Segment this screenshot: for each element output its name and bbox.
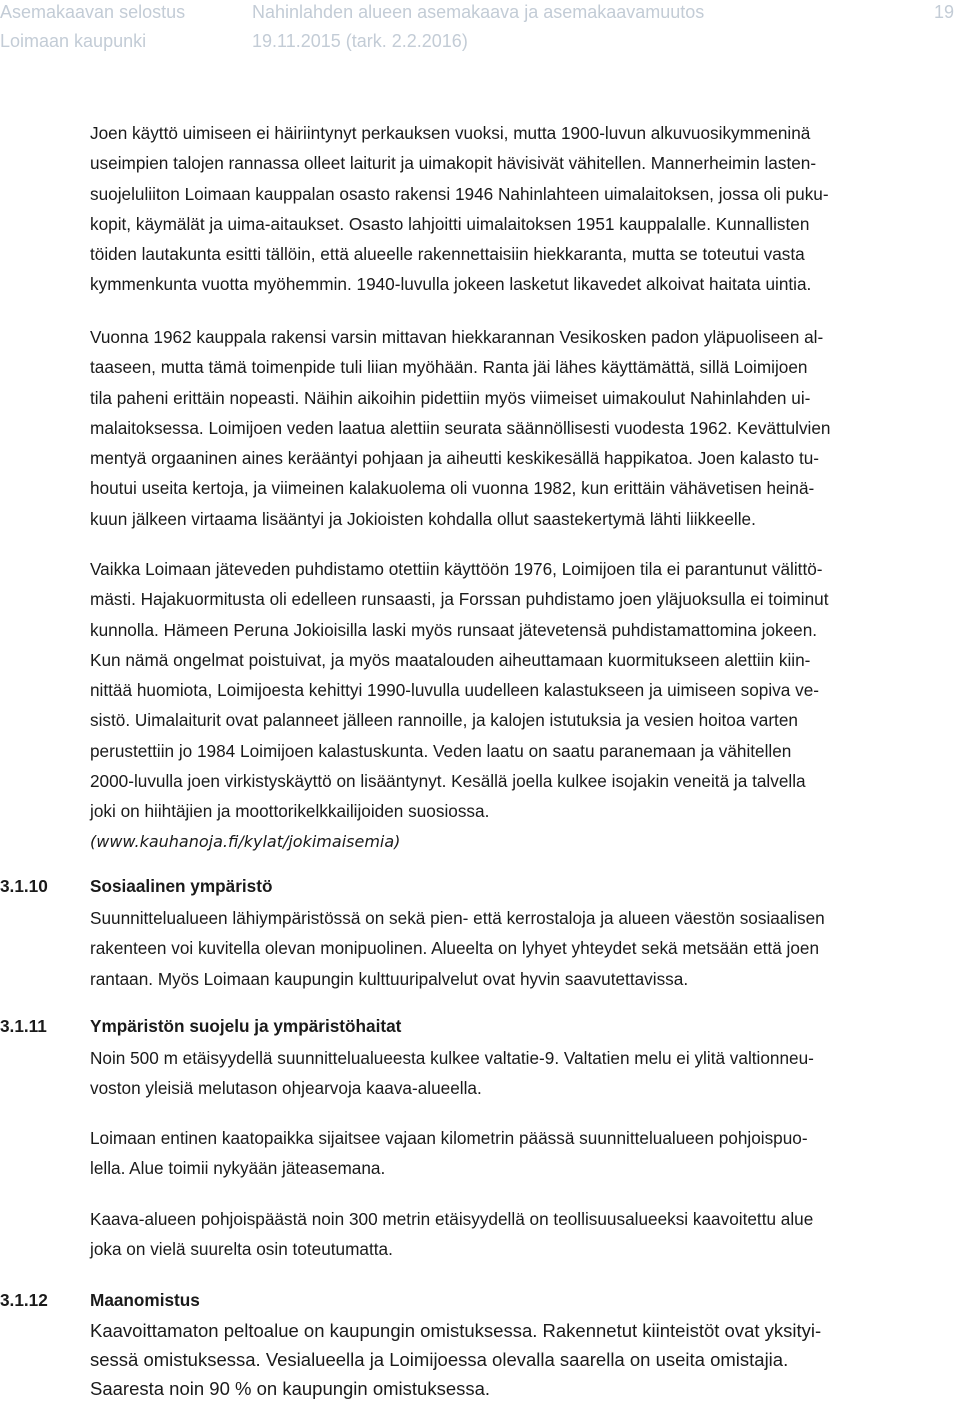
history-paragraph-3 bbox=[90, 554, 950, 857]
text-line: suojeluliiton Loimaan kauppalan osasto rakensi 1946 Nahinlahteen uimalaitoksen, jossa oli puku- bbox=[90, 183, 829, 204]
text-line: houtui useita kertoja, ja viimeinen kalakuolema oli vuonna 1982, kun erittäin vähävetisen heinä- bbox=[90, 478, 815, 499]
municipality-name: Loimaan kaupunki bbox=[0, 31, 147, 51]
environment-paragraph-1 bbox=[90, 1043, 950, 1104]
text-line: Suunnittelualueen lähiympäristössä on sekä pien- että kerrostaloja ja alueen väestön sosiaalisen bbox=[90, 908, 825, 928]
section-heading: Ympäristön suojelu ja ympäristöhaitat bbox=[90, 1016, 402, 1036]
environment-paragraph-3 bbox=[90, 1204, 950, 1265]
history-paragraph-1 bbox=[90, 118, 950, 300]
text-line: kuun jälkeen virtaama lisääntyi ja Jokioisten kohdalla ollut saastekertymä lähti liikkeelle. bbox=[90, 508, 756, 529]
text-line: Noin 500 m etäisyydellä suunnittelualueesta kulkee valtatie-9. Valtatien melu ei ylitä valtionneu- bbox=[90, 1048, 814, 1068]
text-line: kunnolla. Hämeen Peruna Jokioisilla laski myös runsaat jätevetensä puhdistamattomina jokeen. bbox=[90, 619, 818, 640]
section-heading: Sosiaalinen ympäristö bbox=[90, 876, 273, 896]
document-date: 19.11.2015 (tark. 2.2.2016) bbox=[252, 31, 468, 51]
environment-paragraph-2 bbox=[90, 1123, 950, 1184]
text-line: mästi. Hajakuormitusta oli edelleen runsaasti, ja Forssan puhdistamo joen yläjuoksulla ei toiminut bbox=[90, 589, 829, 610]
text-line: joka on vielä suurelta osin toteutumatta. bbox=[90, 1239, 393, 1260]
text-line: mentyä orgaaninen aines kerääntyi pohjaan ja aiheutti keskikesällä happikatoa. Joen kalasto tu- bbox=[90, 448, 820, 469]
page-number: 19 bbox=[933, 2, 954, 22]
text-line: taaseen, mutta tämä toimenpide tuli liian myöhään. Ranta jäi lähes käyttämättä, sillä Loimijoen bbox=[90, 357, 808, 378]
text-line: joki on hiihtäjien ja moottorikelkkailijoiden suosiossa. bbox=[90, 801, 490, 822]
text-line: kymmenkunta vuotta myöhemmin. 1940-luvulla jokeen lasketut likavedet alkoivat haitata uintia. bbox=[90, 274, 812, 295]
text-line: Vaikka Loimaan jäteveden puhdistamo otettiin käyttöön 1976, Loimijoen tila ei parantunut välittö- bbox=[90, 559, 823, 579]
text-line: 2000-luvulla joen virkistyskäyttö on lisääntynyt. Kesällä joella kulkee isojakin veneitä ja talvella bbox=[90, 771, 806, 792]
text-line: Vuonna 1962 kauppala rakensi varsin mittavan hiekkarannan Vesikosken padon yläpuoliseen al- bbox=[90, 327, 824, 347]
text-line: Kaavoittamaton peltoalue on kaupungin omistuksessa. Rakennetut kiinteistöt ovat yksityi- bbox=[90, 1320, 822, 1341]
text-line: tila paheni erittäin nopeasti. Näihin aikoihin pidettiin myös viimeiset uimakoulut Nahinlahden ui- bbox=[90, 387, 811, 408]
text-line: töiden lautakunta esitti tällöin, että alueelle rakennettaisiin hiekkaranta, mutta se toteutui vasta bbox=[90, 244, 805, 265]
section-number: 3.1.11 bbox=[0, 1016, 47, 1036]
document-title: Asemakaavan selostus bbox=[0, 2, 186, 22]
text-line: voston yleisiä melutason ohjearvoja kaava-alueella. bbox=[90, 1078, 482, 1099]
text-line: nittää huomiota, Loimijoesta kehittyi 1990-luvulla uudelleen kalastukseen ja uimiseen sopiva ve- bbox=[90, 680, 819, 701]
social-environment-paragraph bbox=[90, 903, 950, 994]
text-line: perustettiin jo 1984 Loimijoen kalastuskunta. Veden laatu on saatu paranemaan ja vähitellen bbox=[90, 740, 792, 761]
section-number: 3.1.10 bbox=[0, 876, 48, 896]
text-line: malaitoksessa. Loimijoen veden laatua alettiin seurata säännöllisesti vuodesta 1962. Kevättulvien bbox=[90, 417, 831, 438]
text-line: Joen käyttö uimiseen ei häiriintynyt perkauksen vuoksi, mutta 1900-luvun alkuvuosikymmeninä bbox=[90, 123, 811, 143]
land-ownership-paragraph bbox=[90, 1316, 950, 1403]
source-citation: (www.kauhanoja.fi/kylat/jokimaisemia) bbox=[90, 831, 401, 851]
text-line: sistö. Uimalaiturit ovat palanneet jälleen rannoille, ja kalojen istutuksia ja vesien hoitoa varten bbox=[90, 710, 798, 731]
text-line: Loimaan entinen kaatopaikka sijaitsee vajaan kilometrin päässä suunnittelualueen pohjoispuo- bbox=[90, 1128, 808, 1148]
section-heading: Maanomistus bbox=[90, 1290, 200, 1310]
text-line: Saaresta noin 90 % on kaupungin omistuksessa. bbox=[90, 1378, 491, 1399]
history-paragraph-2 bbox=[90, 322, 950, 534]
text-line: useimpien talojen rannassa olleet laiturit ja uimakopit hävisivät vähitellen. Mannerheimin lasten- bbox=[90, 153, 817, 174]
text-line: kopit, käymälät ja uima-aitaukset. Osasto lahjoitti uimalaitoksen 1951 kauppalalle. Kunnallisten bbox=[90, 213, 810, 234]
text-line: sessä omistuksessa. Vesialueella ja Loimijoessa olevalla saarella on useita omistajia. bbox=[90, 1349, 789, 1370]
text-line: rantaan. Myös Loimaan kaupungin kulttuuripalvelut ovat hyvin saavutettavissa. bbox=[90, 968, 689, 989]
text-line: rakenteen voi kuvitella olevan monipuolinen. Alueelta on lyhyet yhteydet sekä metsään että joen bbox=[90, 938, 820, 959]
text-line: lella. Alue toimii nykyään jäteasemana. bbox=[90, 1158, 386, 1179]
plan-name: Nahinlahden alueen asemakaava ja asemakaavamuutos bbox=[252, 2, 705, 22]
text-line: Kaava-alueen pohjoispäästä noin 300 metrin etäisyydellä on teollisuusalueeksi kaavoitettu alue bbox=[90, 1209, 814, 1229]
text-line: Kun nämä ongelmat poistuivat, ja myös maatalouden aiheuttamaan kuormitukseen alettiin kiin- bbox=[90, 649, 811, 670]
section-number: 3.1.12 bbox=[0, 1290, 48, 1310]
